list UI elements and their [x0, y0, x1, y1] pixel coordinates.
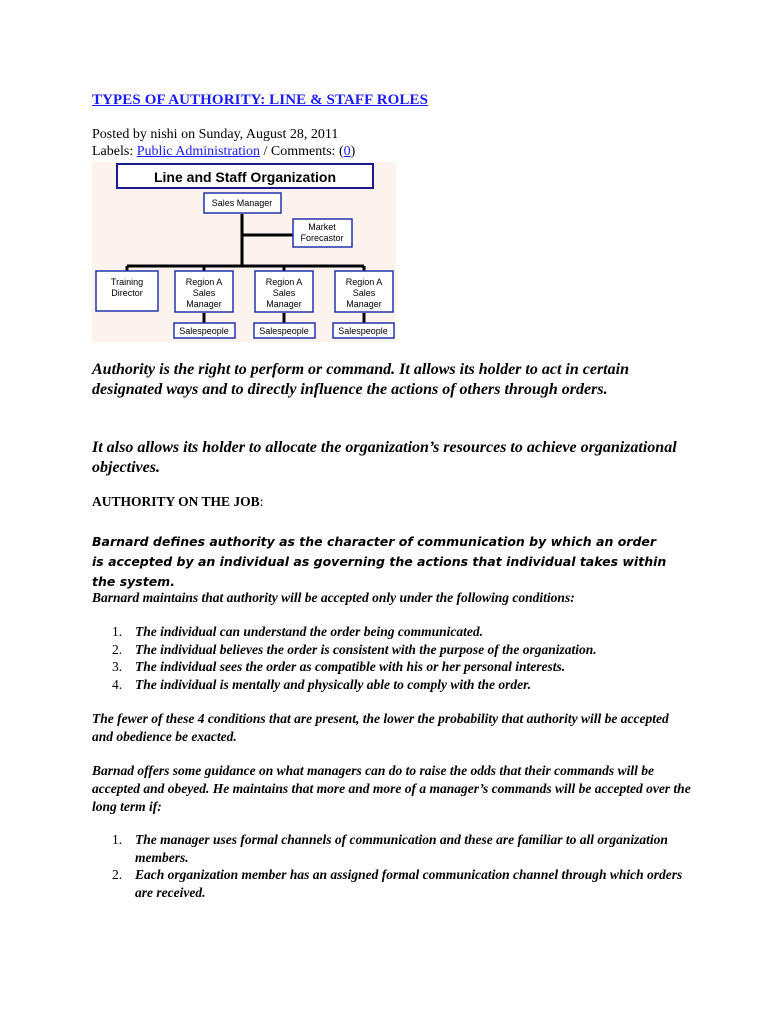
label-link-public-administration[interactable]: Public Administration [136, 144, 260, 159]
section-heading-colon: : [259, 494, 264, 509]
training-director-label-line1: Training [110, 277, 144, 287]
region-manager-label-line1: Region A [345, 277, 383, 287]
list-item [92, 676, 692, 694]
guidance-paragraph: Barnad offers some guidance on what managers can do to raise the odds that their commands will be accepted and obeyed. He maintains that more and more of a manager’s commands will be accepted over the long term if: [92, 763, 691, 814]
fewer-conditions-paragraph: The fewer of these 4 conditions that are present, the lower the probability that authority will be accepted and obedience be exacted. [92, 711, 669, 744]
list-item [92, 623, 692, 641]
list-item-text: The manager uses formal channels of communication and these are familiar to all organization members. [135, 832, 668, 865]
barnard-definition: Barnard defines authority as the character of communication by which an order is accepted by an individual as governing the actions that individual takes within the system. [92, 534, 667, 589]
labels-prefix: Labels: [92, 144, 137, 159]
region-manager-label-line3: Manager [266, 299, 302, 309]
list-item-text: The individual is mentally and physically able to comply with the order. [135, 676, 532, 692]
post-title[interactable]: TYPES OF AUTHORITY: LINE & STAFF ROLES [92, 92, 429, 108]
line-and-staff-org-chart [92, 162, 396, 342]
chart-title: Line and Staff Organization [153, 169, 337, 185]
training-director-label-line2: Director [111, 288, 143, 298]
post-labels [92, 144, 355, 160]
intro-paragraph-resources: It also allows its holder to allocate the organization’s resources to achieve organizational objectives. [92, 439, 677, 476]
market-forecastor-label-line2: Forecastor [300, 233, 344, 243]
market-forecastor-label-line1: Market [308, 222, 336, 232]
salespeople-label: Salespeople [338, 326, 388, 336]
comments-prefix: / Comments: ( [260, 144, 344, 159]
intro-paragraph-definition: Authority is the right to perform or command. It allows its holder to act in certain designated ways and to directly influence the actions of others through orders. [92, 361, 629, 398]
region-manager-label-line3: Manager [346, 299, 382, 309]
list-item-number: 3. [112, 659, 123, 674]
salespeople-label: Salespeople [179, 326, 229, 336]
list-item-number: 4. [112, 676, 123, 692]
list-item [92, 658, 692, 676]
list-item [92, 866, 692, 901]
region-manager-label-line3: Manager [186, 299, 222, 309]
list-item-number: 2. [112, 867, 123, 882]
region-manager-label-line2: Sales [352, 288, 376, 298]
list-item-text: Each organization member has an assigned formal communication channel through which orders are received. [135, 867, 683, 900]
guidance-list [92, 831, 692, 901]
salespeople-label: Salespeople [259, 326, 309, 336]
list-item-number: 2. [112, 641, 123, 657]
post-byline: Posted by nishi on Sunday, August 28, 2011 [92, 127, 339, 142]
region-manager-label-line2: Sales [192, 288, 216, 298]
comments-suffix: ) [350, 144, 356, 159]
list-item-text: The individual can understand the order being communicated. [135, 624, 484, 639]
conditions-list [92, 623, 692, 693]
list-item [92, 641, 692, 659]
sales-manager-label: Sales Manager [211, 198, 273, 208]
region-manager-label-line1: Region A [185, 277, 223, 287]
comments-count-link[interactable]: 0 [343, 144, 351, 159]
conditions-intro: Barnard maintains that authority will be accepted only under the following conditions: [92, 590, 575, 605]
list-item-number: 1. [112, 624, 123, 639]
list-item-number: 1. [112, 832, 123, 847]
section-heading [92, 494, 263, 510]
list-item-text: The individual sees the order as compatible with his or her personal interests. [135, 659, 566, 674]
region-manager-label-line2: Sales [272, 288, 296, 298]
list-item [92, 831, 692, 866]
region-manager-label-line1: Region A [265, 277, 303, 287]
list-item-text: The individual believes the order is consistent with the purpose of the organization. [135, 641, 597, 657]
section-heading-text: AUTHORITY ON THE JOB [92, 494, 260, 509]
